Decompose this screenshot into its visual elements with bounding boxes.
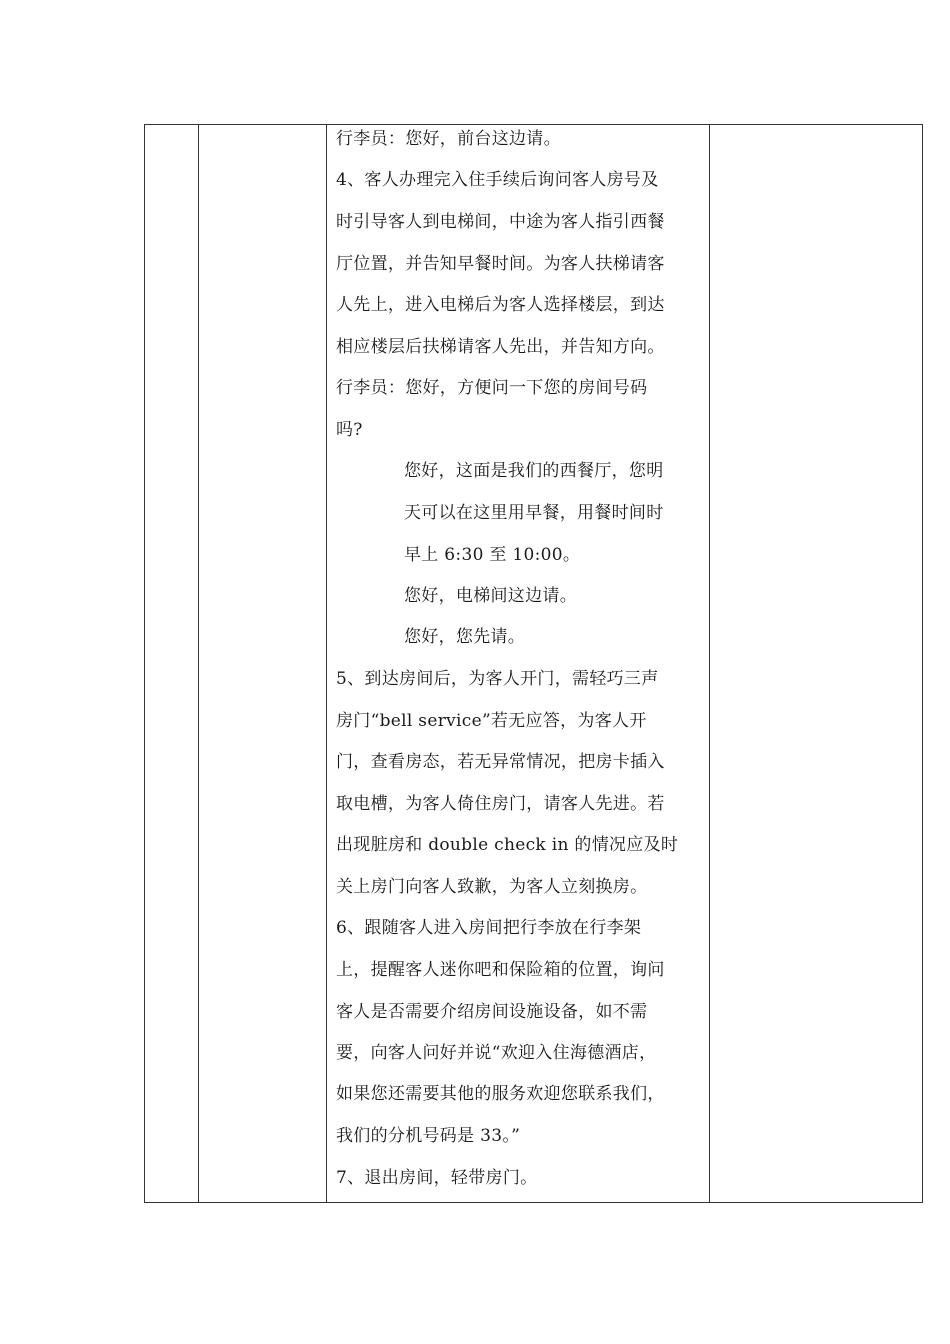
text-line: 出现脏房和 double check in 的情况应及时 xyxy=(336,835,679,855)
text-line: 时引导客人到电梯间，中途为客人指引西餐 xyxy=(336,212,665,232)
text-line: 4、客人办理完入住手续后询问客人房号及 xyxy=(336,170,659,190)
text-line: 我们的分机号码是 33。” xyxy=(336,1126,521,1146)
text-line: 人先上，进入电梯后为客人选择楼层，到达 xyxy=(336,295,665,315)
table-column-1 xyxy=(145,125,199,1202)
text-line: 如果您还需要其他的服务欢迎您联系我们， xyxy=(336,1084,665,1104)
table-column-4 xyxy=(710,125,922,1202)
text-line: 您好，电梯间这边请。 xyxy=(404,586,577,606)
text-line: 行李员：您好，方便问一下您的房间号码 xyxy=(336,378,648,398)
text-line: 厅位置，并告知早餐时间。为客人扶梯请客 xyxy=(336,254,665,274)
text-line: 5、到达房间后，为客人开门，需轻巧三声 xyxy=(336,669,659,689)
text-line: 6、跟随客人进入房间把行李放在行李架 xyxy=(336,918,642,938)
text-line: 上，提醒客人迷你吧和保险箱的位置，询问 xyxy=(336,960,665,980)
text-line: 您好，这面是我们的西餐厅，您明 xyxy=(404,461,664,481)
table-column-2 xyxy=(199,125,327,1202)
text-line: 相应楼层后扶梯请客人先出，并告知方向。 xyxy=(336,337,665,357)
text-line: 关上房门向客人致歉，为客人立刻换房。 xyxy=(336,877,648,897)
document-table xyxy=(144,124,923,1203)
text-line: 吗? xyxy=(336,420,363,440)
table-column-content xyxy=(327,125,710,1202)
text-line: 客人是否需要介绍房间设施设备，如不需 xyxy=(336,1002,648,1022)
text-line: 房门“bell service”若无应答，为客人开 xyxy=(336,711,647,731)
text-line: 行李员：您好，前台这边请。 xyxy=(336,129,561,149)
text-line: 门，查看房态，若无异常情况，把房卡插入 xyxy=(336,752,665,772)
text-line: 早上 6:30 至 10:00。 xyxy=(404,545,581,565)
text-line: 7、退出房间，轻带房门。 xyxy=(336,1168,538,1188)
text-line: 取电槽，为客人倚住房门，请客人先进。若 xyxy=(336,794,665,814)
text-line: 天可以在这里用早餐，用餐时间时 xyxy=(404,503,664,523)
text-line: 要，向客人问好并说“欢迎入住海德酒店， xyxy=(336,1043,657,1063)
text-line: 您好，您先请。 xyxy=(404,627,526,647)
